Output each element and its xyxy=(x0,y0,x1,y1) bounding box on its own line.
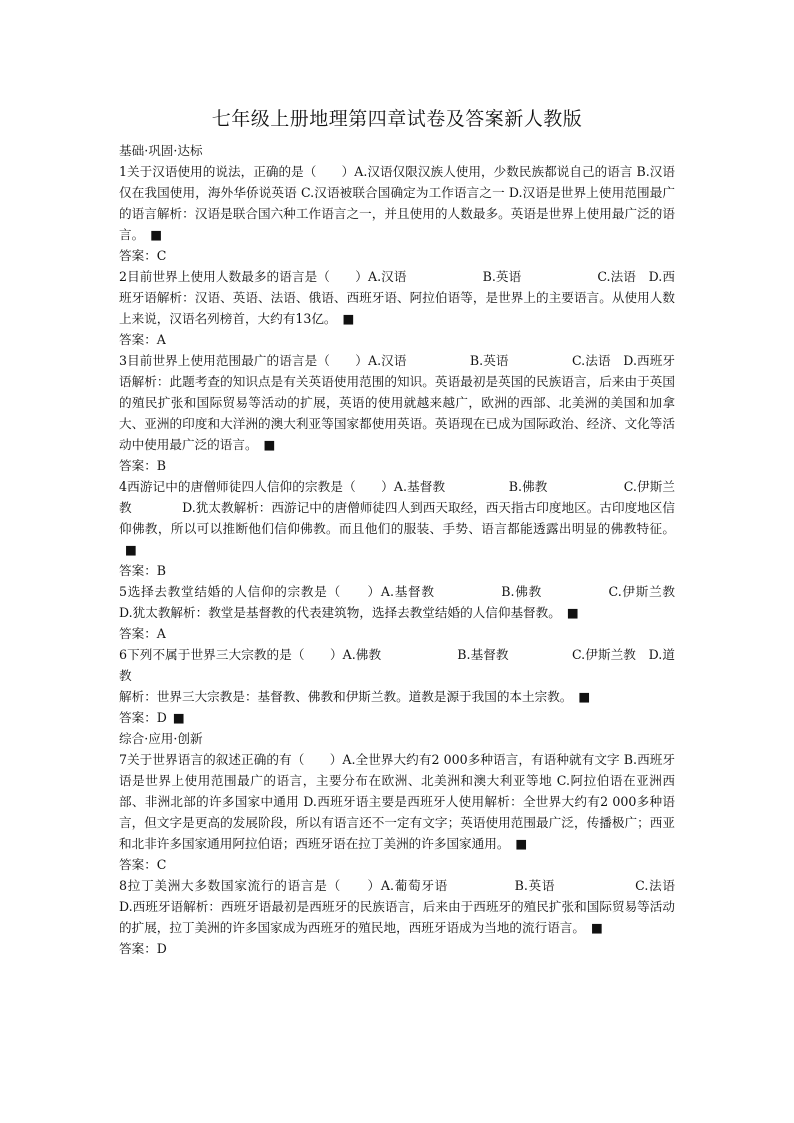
page-title: 七年级上册地理第四章试卷及答案新人教版 xyxy=(211,108,583,130)
answer-2: 答案：A xyxy=(119,332,166,347)
section-heading-basic: 基础·巩固·达标 xyxy=(119,143,203,158)
question-text: 解析：世界三大宗教是：基督教、佛教和伊斯兰教。道教是源于我国的本土宗教。 xyxy=(119,689,573,704)
answer-1: 答案：C xyxy=(119,248,167,263)
question-5 xyxy=(119,581,726,623)
question-text: 1关于汉语使用的说法，正确的是（ ）A.汉语仅限汉族人使用，少数民族都说自己的语言 B.汉语仅在我国使用，海外华侨说英语 C.汉语被联合国确定为工作语言之一 D.汉语是世界上使用范围最广的语言解析：汉语是联合国六种工作语言之一，并且使用的人数最多。英语是世界上使用最广泛的语言。 xyxy=(119,164,675,242)
question-text: 4西游记中的唐僧师徒四人信仰的宗教是（ ）A.基督教 B.佛教 C.伊斯兰教 D.犹太教解析：西游记中的唐僧师徒四人到西天取经，西天指古印度地区。古印度地区信仰佛教，所以可以推断他们信仰佛教。而且他们的服装、手势、语言都能透露出明显的佛教特征。 xyxy=(119,479,675,536)
question-text: 5选择去教堂结婚的人信仰的宗教是（ ）A.基督教 B.佛教 C.伊斯兰教 D.犹太教解析：教堂是基督教的代表建筑物，选择去教堂结婚的人信仰基督教。 xyxy=(119,584,726,620)
question-6-explanation xyxy=(119,686,675,707)
question-2 xyxy=(119,266,675,329)
answer-4: 答案：B xyxy=(119,563,167,578)
question-6: 6下列不属于世界三大宗教的是（ ）A.佛教 B.基督教 C.伊斯兰教 D.道教 xyxy=(119,647,675,683)
end-mark-icon: ■ xyxy=(263,437,276,452)
end-mark-icon: ■ xyxy=(590,920,603,935)
document-body xyxy=(119,140,726,959)
end-mark-icon: ■ xyxy=(125,542,137,557)
answer-8: 答案：D xyxy=(119,941,167,956)
question-text: 2目前世界上使用人数最多的语言是（ ）A.汉语 B.英语 C.法语 D.西班牙语解析：汉语、英语、法语、俄语、西班牙语、阿拉伯语等，是世界上的主要语言。从使用人数上来说，汉语名列榜首，大约有13亿。 xyxy=(119,269,675,326)
answer-3: 答案：B xyxy=(119,458,167,473)
answer-7: 答案：C xyxy=(119,857,167,872)
end-mark-icon: ■ xyxy=(342,311,355,326)
question-text: 8拉丁美洲大多数国家流行的语言是（ ）A.葡萄牙语 B.英语 C.法语 D.西班牙语解析：西班牙语最初是西班牙的民族语言，后来由于西班牙的殖民扩张和国际贸易等活动的扩展，拉丁美洲的许多国家成为西班牙的殖民地，西班牙语成为当地的流行语言。 xyxy=(119,878,713,935)
answer-6 xyxy=(119,707,675,728)
end-mark-icon: ■ xyxy=(566,605,579,620)
end-mark-icon: ■ xyxy=(172,710,185,725)
section-heading-advanced: 综合·应用·创新 xyxy=(119,731,203,746)
end-mark-icon: ■ xyxy=(578,689,591,704)
question-3 xyxy=(119,350,675,455)
question-4 xyxy=(119,476,675,560)
question-7 xyxy=(119,749,675,854)
question-1 xyxy=(119,161,675,245)
question-text: 3目前世界上使用范围最广的语言是（ ）A.汉语 B.英语 C.法语 D.西班牙语解析：此题考查的知识点是有关英语使用范围的知识。英语最初是英国的民族语言，后来由于英国的殖民扩张和国际贸易等活动的扩展，英语的使用就越来越广，欧洲的西部、北美洲的美国和加拿大、亚洲的印度和大洋洲的澳大利亚等国家都使用英语。英语现在已成为国际政治、经济、文化等活动中使用最广泛的语言。 xyxy=(119,353,675,452)
end-mark-icon: ■ xyxy=(150,227,163,242)
answer-5: 答案：A xyxy=(119,626,166,641)
question-text: 7关于世界语言的叙述正确的有（ ）A.全世界大约有2 000多种语言，有语种就有文字 B.西班牙语是世界上使用范围最广的语言，主要分布在欧洲、北美洲和澳大利亚等地 C.阿拉伯语在亚洲西部、非洲北部的许多国家中通用 D.西班牙语主要是西班牙人使用解析：全世界大约有2 000多种语言，但文字是更高的发展阶段，所以有语言还不一定有文字；英语使用范围最广泛，传播极广；西亚和北非许多国家通用阿拉伯语；西班牙语在拉丁美洲的许多国家通用。 xyxy=(119,752,675,851)
end-mark-icon: ■ xyxy=(515,836,528,851)
question-8 xyxy=(119,875,713,938)
answer-text: 答案：D xyxy=(119,710,167,725)
